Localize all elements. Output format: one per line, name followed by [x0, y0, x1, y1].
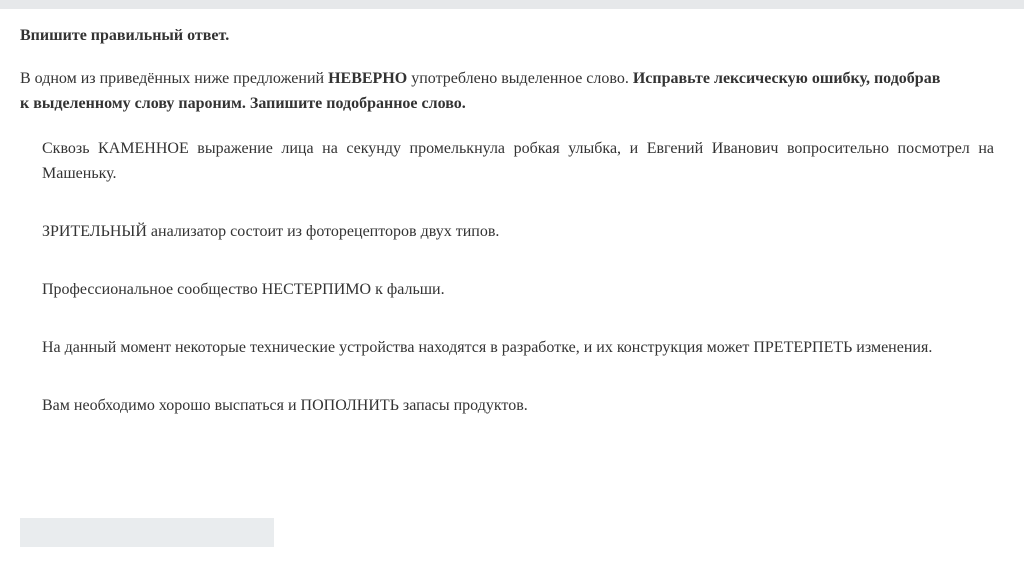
task-bold-instruction-1: Исправьте лексическую ошибку, подобрав [632, 70, 941, 87]
sentence-2: ЗРИТЕЛЬНЫЙ анализатор состоит из фоторецепторов двух типов. [42, 223, 500, 240]
sentence-list [20, 136, 1002, 418]
sentence-5: Вам необходимо хорошо выспаться и ПОПОЛНИТЬ запасы продуктов. [42, 397, 528, 414]
sentence-4: На данный момент некоторые технические устройства находятся в разработке, и их конструкция может ПРЕТЕРПЕТЬ изменения. [42, 339, 933, 356]
task-bold-instruction-2: к выделенному слову пароним. Запишите подобранное слово. [20, 95, 466, 112]
sentence-3: Профессиональное сообщество НЕСТЕРПИМО к фальши. [42, 281, 445, 298]
question-block [20, 26, 1002, 451]
task-text [20, 66, 1002, 116]
task-emphasis-word: НЕВЕРНО [328, 70, 408, 87]
task-intro: В одном из приведённых ниже предложений [20, 70, 329, 87]
answer-input[interactable] [20, 518, 274, 547]
sentence-1: Сквозь КАМЕННОЕ выражение лица на секунду промелькнула робкая улыбка, и Евгений Иванович вопросительно посмотрел на Машеньку. [42, 140, 994, 182]
question-instruction: Впишите правильный ответ. [20, 27, 230, 44]
top-bar [0, 0, 1024, 9]
task-middle: употреблено выделенное слово. [407, 70, 633, 87]
